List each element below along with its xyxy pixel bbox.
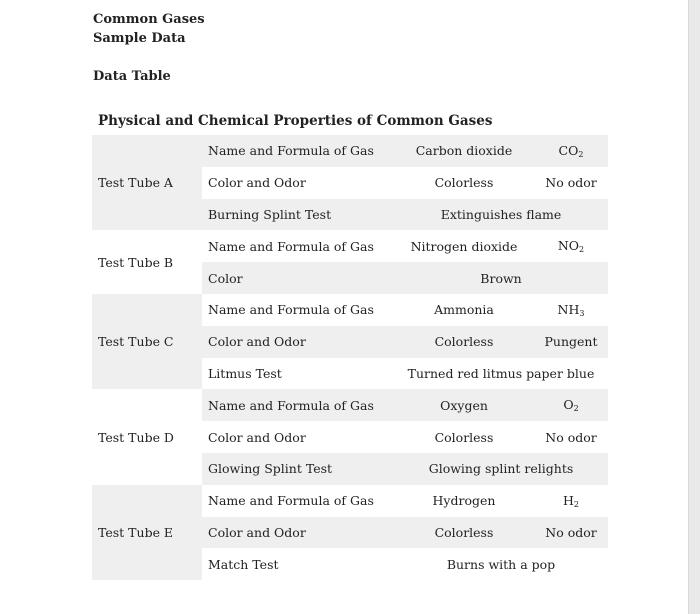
- group-label-d: Test Tube D: [98, 429, 174, 445]
- formula-subscript: 2: [578, 149, 584, 159]
- value-cell: Pungent: [534, 326, 608, 358]
- property-cell: Name and Formula of Gas: [208, 493, 374, 509]
- section-heading: Data Table: [93, 69, 171, 84]
- table-caption: Physical and Chemical Properties of Common Gases: [98, 113, 493, 129]
- value-cell: Burns with a pop: [446, 556, 556, 572]
- value-cell: Colorless: [394, 517, 534, 549]
- value-cell: Brown: [394, 262, 608, 294]
- property-cell: Color and Odor: [208, 175, 306, 191]
- formula-subscript: 2: [573, 404, 579, 414]
- formula-text: NO: [557, 238, 580, 254]
- property-cell: Color and Odor: [202, 517, 394, 549]
- property-cell: Match Test: [208, 556, 279, 572]
- formula-cell: [534, 485, 608, 517]
- group-label-a: Test Tube A: [92, 135, 202, 230]
- document-subtitle: Sample Data: [93, 31, 186, 46]
- table-row: [92, 389, 608, 421]
- value-cell: Hydrogen: [432, 493, 496, 509]
- property-cell: Color: [202, 262, 394, 294]
- value-cell: Carbon dioxide: [394, 135, 534, 167]
- group-label-b: Test Tube B: [98, 254, 174, 270]
- table-row: [92, 135, 608, 167]
- value-cell: Colorless: [434, 175, 494, 191]
- formula-subscript: 3: [579, 308, 585, 318]
- property-cell: Color and Odor: [202, 326, 394, 358]
- property-cell: Litmus Test: [208, 365, 282, 381]
- property-cell: Burning Splint Test: [202, 199, 394, 231]
- value-cell: Colorless: [434, 429, 494, 445]
- formula-text: O: [563, 397, 574, 413]
- formula-text: CO: [558, 142, 579, 158]
- property-cell: Name and Formula of Gas: [202, 389, 394, 421]
- properties-table: [92, 135, 608, 580]
- document-title: Common Gases: [93, 12, 205, 27]
- value-cell: Extinguishes flame: [394, 199, 608, 231]
- formula-subscript: 2: [579, 245, 585, 255]
- value-cell: Oxygen: [394, 389, 534, 421]
- property-cell: Name and Formula of Gas: [202, 135, 394, 167]
- formula-cell: [534, 389, 608, 421]
- formula-cell: [534, 294, 608, 326]
- property-cell: Name and Formula of Gas: [208, 238, 374, 254]
- table-row: [92, 294, 608, 326]
- value-cell: No odor: [545, 429, 597, 445]
- value-cell: Ammonia: [434, 302, 494, 318]
- group-label-e: Test Tube E: [92, 485, 202, 580]
- formula-text: H: [563, 492, 574, 508]
- value-cell: Colorless: [394, 326, 534, 358]
- value-cell: Glowing splint relights: [394, 453, 608, 485]
- value-cell: Turned red litmus paper blue: [407, 365, 595, 381]
- value-cell: No odor: [534, 517, 608, 549]
- value-cell: Nitrogen dioxide: [410, 238, 518, 254]
- property-cell: Name and Formula of Gas: [208, 302, 374, 318]
- property-cell: Glowing Splint Test: [202, 453, 394, 485]
- value-cell: No odor: [545, 175, 597, 191]
- formula-text: NH: [557, 301, 580, 317]
- formula-cell: [534, 230, 608, 262]
- formula-subscript: 2: [573, 499, 579, 509]
- table-row: [92, 230, 608, 262]
- property-cell: Color and Odor: [208, 429, 306, 445]
- group-label-c: Test Tube C: [92, 294, 202, 389]
- formula-cell: [534, 135, 608, 167]
- table-row: [92, 485, 608, 517]
